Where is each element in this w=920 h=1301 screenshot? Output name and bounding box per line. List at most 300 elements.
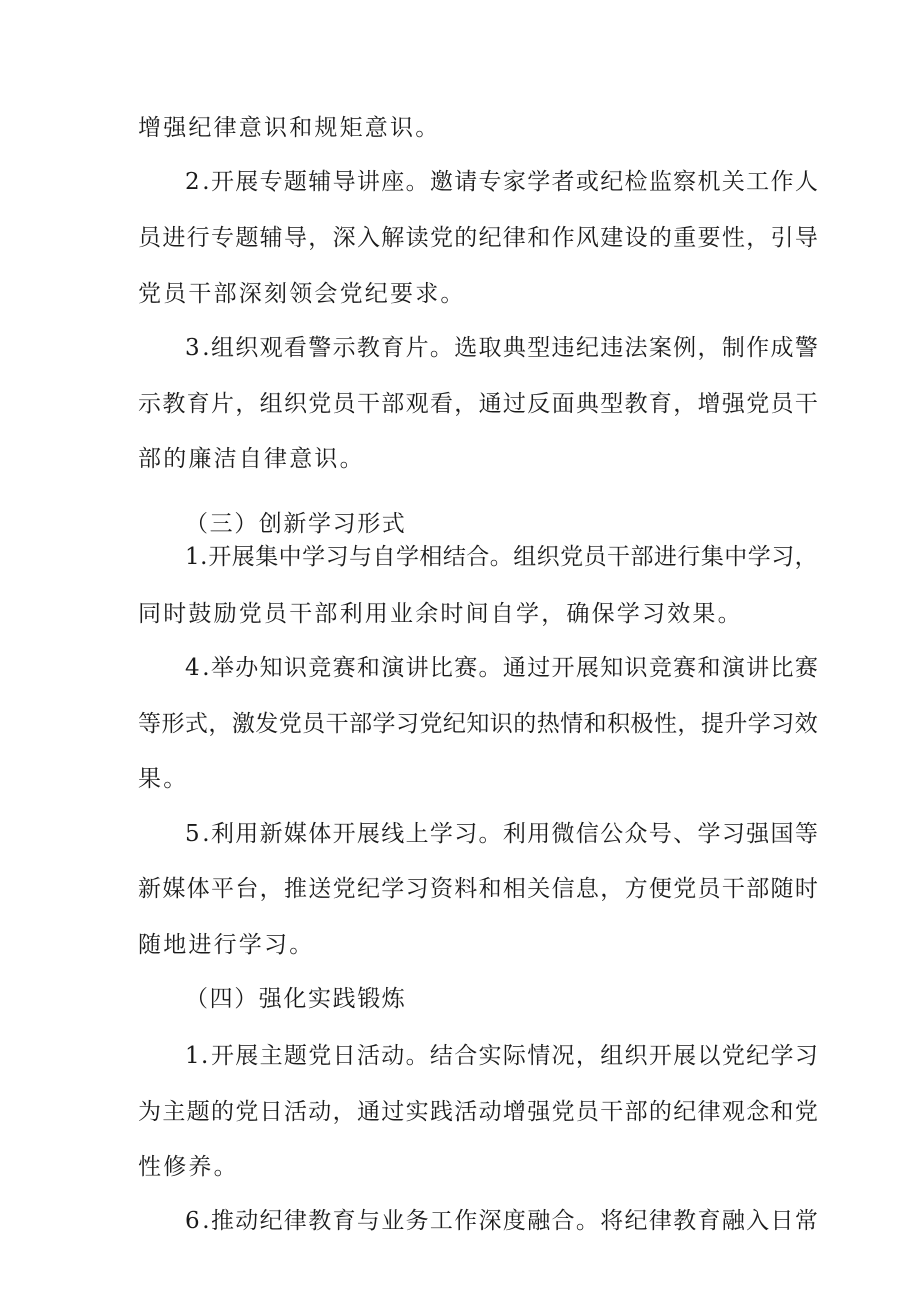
line-char: 员 xyxy=(138,225,161,251)
line-char: 入 xyxy=(746,1208,770,1234)
line-char: 党 xyxy=(673,876,697,902)
line-char: 强 xyxy=(746,821,770,847)
line-char: 示 xyxy=(138,391,161,417)
line-char: 组 xyxy=(600,1043,624,1069)
line-char: 知 xyxy=(466,711,490,737)
line-char: 员 xyxy=(697,876,721,902)
line-char: 开 xyxy=(208,544,232,570)
line-char: 和 xyxy=(527,225,551,251)
line-char: 微 xyxy=(551,821,575,847)
line-char: ， xyxy=(697,335,721,361)
line-char: 识 xyxy=(624,655,648,681)
line-char: 习 xyxy=(721,821,745,847)
line-char: 的 xyxy=(648,225,672,251)
line-char: 题 xyxy=(186,1099,210,1125)
line-char: 辅 xyxy=(308,169,332,195)
line-char: 过 xyxy=(527,655,551,681)
line-char: 学 xyxy=(527,169,551,195)
line-char: 便 xyxy=(648,876,672,902)
line-char: 。 xyxy=(478,655,502,681)
line-char: 员 xyxy=(302,711,326,737)
line-char: 员 xyxy=(332,391,356,417)
line-char: 利 xyxy=(210,821,234,847)
line-char: 党 xyxy=(429,225,453,251)
line-char: 党 xyxy=(746,391,770,417)
line-char: 活 xyxy=(283,1099,307,1125)
line-char: 将 xyxy=(600,1208,624,1234)
line-char: 竞 xyxy=(648,655,672,681)
line-char: . xyxy=(202,1208,210,1234)
line-char: 增 xyxy=(502,1099,526,1125)
line-char: 学 xyxy=(747,711,771,737)
line-char: ， xyxy=(677,711,701,737)
line-char: 专 xyxy=(210,225,234,251)
line-char: 题 xyxy=(283,169,307,195)
line-char: 和 xyxy=(697,655,721,681)
line-char: 识 xyxy=(283,655,307,681)
line-char: 学 xyxy=(381,876,405,902)
line-char: 解 xyxy=(381,225,405,251)
line-char: 识 xyxy=(489,711,513,737)
line-char: 学 xyxy=(770,1043,794,1069)
line-char: 信 xyxy=(551,876,575,902)
line-char: 律 xyxy=(648,1208,672,1234)
line-char: 观 xyxy=(721,1099,745,1125)
line-char: 教 xyxy=(673,1208,697,1234)
line-char: 典 xyxy=(575,391,599,417)
line-char: 合 xyxy=(454,1043,478,1069)
line-char: 关 xyxy=(721,169,745,195)
line-char: 党 xyxy=(278,711,302,737)
line-char: 片 xyxy=(405,335,429,361)
line-char: 动 xyxy=(235,1208,259,1234)
line-char: 新 xyxy=(259,821,283,847)
line-char: 家 xyxy=(502,169,526,195)
line-char: 。 xyxy=(405,169,429,195)
line-char: 习 xyxy=(454,821,478,847)
line-char: 日 xyxy=(332,1043,356,1069)
paragraph-line: 党员干部深刻领会党纪要求。 xyxy=(138,281,466,307)
line-char: 学 xyxy=(302,544,326,570)
line-char: 上 xyxy=(405,821,429,847)
line-char: 警 xyxy=(794,335,818,361)
line-char: 活 xyxy=(356,1043,380,1069)
line-char: 教 xyxy=(308,1208,332,1234)
paragraph-line: 性修养。 xyxy=(138,1154,239,1180)
line-char: 践 xyxy=(429,1099,453,1125)
line-char: ， xyxy=(235,391,259,417)
line-char: 。 xyxy=(478,821,502,847)
line-char: 检 xyxy=(624,169,648,195)
line-char: 提 xyxy=(700,711,724,737)
line-char: 织 xyxy=(235,335,259,361)
line-char: 面 xyxy=(551,391,575,417)
line-char: 行 xyxy=(186,225,210,251)
line-char: 讲 xyxy=(356,169,380,195)
line-char: 媒 xyxy=(283,821,307,847)
line-char: 育 xyxy=(186,391,210,417)
line-char: 例 xyxy=(673,335,697,361)
line-char: 员 xyxy=(575,1099,599,1125)
line-char: 看 xyxy=(429,391,453,417)
line-char: 者 xyxy=(551,169,575,195)
line-char: 动 xyxy=(478,1099,502,1125)
line-char: 平 xyxy=(210,876,234,902)
line-char: 办 xyxy=(235,655,259,681)
line-char: 中 xyxy=(724,544,748,570)
line-char: 党 xyxy=(560,544,584,570)
line-char: 、 xyxy=(673,821,697,847)
line-char: 织 xyxy=(536,544,560,570)
line-char: 集 xyxy=(255,544,279,570)
line-char: 习 xyxy=(771,711,795,737)
line-char: 员 xyxy=(770,391,794,417)
line-char: 纪 xyxy=(746,1043,770,1069)
line-char: 体 xyxy=(186,876,210,902)
line-char: 律 xyxy=(283,1208,307,1234)
line-char: 过 xyxy=(502,391,526,417)
line-char: 活 xyxy=(454,1099,478,1125)
line-char: . xyxy=(202,335,210,361)
line-char: 人 xyxy=(794,169,818,195)
line-char: ， xyxy=(575,1043,599,1069)
paragraph-line xyxy=(185,333,818,363)
line-char: 型 xyxy=(600,391,624,417)
line-char: 知 xyxy=(600,655,624,681)
line-char: 型 xyxy=(527,335,551,361)
line-char: 导 xyxy=(283,225,307,251)
paragraph-line: 增强纪律意识和规矩意识。 xyxy=(138,115,441,141)
line-char: 主 xyxy=(259,1043,283,1069)
line-char: 读 xyxy=(405,225,429,251)
line-char: ， xyxy=(308,225,332,251)
line-char: 演 xyxy=(381,655,405,681)
line-char: 利 xyxy=(502,821,526,847)
line-char: 习 xyxy=(395,711,419,737)
line-char: 讲 xyxy=(746,655,770,681)
line-char: 题 xyxy=(283,1043,307,1069)
line-char: 时 xyxy=(794,876,818,902)
line-char: 3 xyxy=(185,335,200,361)
line-char: 度 xyxy=(502,1208,526,1234)
line-char: 。 xyxy=(575,1208,599,1234)
line-char: 教 xyxy=(356,335,380,361)
line-char: 4 xyxy=(185,655,200,681)
paragraph-line xyxy=(185,1206,818,1236)
line-char: 集 xyxy=(700,544,724,570)
line-char: 务 xyxy=(405,1208,429,1234)
line-char: 工 xyxy=(429,1208,453,1234)
line-char: 号 xyxy=(648,821,672,847)
line-char: 违 xyxy=(600,335,624,361)
line-char: 增 xyxy=(697,391,721,417)
line-char: 设 xyxy=(624,225,648,251)
line-char: 动 xyxy=(308,1099,332,1125)
line-char: 织 xyxy=(624,1043,648,1069)
line-char: 开 xyxy=(648,1043,672,1069)
line-char: 等 xyxy=(794,821,818,847)
line-char: 发 xyxy=(255,711,279,737)
line-char: 片 xyxy=(210,391,234,417)
line-char: 新 xyxy=(138,876,161,902)
line-char: ， xyxy=(600,876,624,902)
line-char: 展 xyxy=(575,655,599,681)
line-char: 律 xyxy=(502,225,526,251)
line-char: 观 xyxy=(259,335,283,361)
line-char: 以 xyxy=(697,1043,721,1069)
line-char: 送 xyxy=(308,876,332,902)
line-char: 强 xyxy=(527,1099,551,1125)
line-char: 织 xyxy=(283,391,307,417)
line-char: 法 xyxy=(624,335,648,361)
line-char: 监 xyxy=(648,169,672,195)
line-char: 党 xyxy=(794,1099,818,1125)
line-char: 党 xyxy=(419,711,443,737)
paragraph-line: 随地进行学习。 xyxy=(138,932,315,958)
line-char: 赛 xyxy=(454,655,478,681)
line-char: 积 xyxy=(607,711,631,737)
line-char: 况 xyxy=(551,1043,575,1069)
line-char: 日 xyxy=(259,1099,283,1125)
line-char: 进 xyxy=(162,225,186,251)
line-char: 专 xyxy=(259,169,283,195)
line-char: 的 xyxy=(513,711,537,737)
line-char: 际 xyxy=(502,1043,526,1069)
line-char: 习 xyxy=(325,544,349,570)
line-char: 举 xyxy=(210,655,234,681)
line-char: 。 xyxy=(429,335,453,361)
line-char: 与 xyxy=(349,544,373,570)
line-char: 请 xyxy=(454,169,478,195)
line-char: 效 xyxy=(794,711,818,737)
line-char: 育 xyxy=(332,1208,356,1234)
line-char: . xyxy=(202,169,210,195)
line-char: 实 xyxy=(478,1043,502,1069)
line-char: 用 xyxy=(235,821,259,847)
line-char: 部 xyxy=(349,711,373,737)
line-char: 公 xyxy=(600,821,624,847)
line-char: 纪 xyxy=(478,225,502,251)
line-char: 察 xyxy=(673,169,697,195)
line-char: 成 xyxy=(770,335,794,361)
line-char: 推 xyxy=(283,876,307,902)
line-char: 纪 xyxy=(673,1099,697,1125)
paragraph-line xyxy=(138,389,818,419)
line-char: 纪 xyxy=(442,711,466,737)
line-char: 纪 xyxy=(259,1208,283,1234)
line-char: 导 xyxy=(332,169,356,195)
line-char: 与 xyxy=(356,1208,380,1234)
line-char: 比 xyxy=(429,655,453,681)
line-char: 建 xyxy=(600,225,624,251)
line-char: . xyxy=(202,821,210,847)
line-char: 育 xyxy=(648,391,672,417)
line-char: 演 xyxy=(721,655,745,681)
line-char: 深 xyxy=(478,1208,502,1234)
line-char: 党 xyxy=(551,1099,575,1125)
line-char: 组 xyxy=(210,335,234,361)
line-char: 业 xyxy=(381,1208,405,1234)
line-char: 作 xyxy=(551,225,575,251)
line-char: 主 xyxy=(162,1099,186,1125)
line-char: 实 xyxy=(405,1099,429,1125)
line-char: 融 xyxy=(527,1208,551,1234)
line-char: 结 xyxy=(442,544,466,570)
line-char: 和 xyxy=(583,711,607,737)
line-char: 邀 xyxy=(429,169,453,195)
line-char: 通 xyxy=(478,391,502,417)
line-char: 。 xyxy=(489,544,513,570)
line-char: 常 xyxy=(794,1208,818,1234)
line-char: 机 xyxy=(697,169,721,195)
line-char: 念 xyxy=(746,1099,770,1125)
line-char: 作 xyxy=(454,1208,478,1234)
line-char: 展 xyxy=(673,1043,697,1069)
line-char: 学 xyxy=(429,821,453,847)
line-char: . xyxy=(202,655,210,681)
line-char: 纪 xyxy=(624,1208,648,1234)
line-char: 干 xyxy=(356,391,380,417)
line-char: 融 xyxy=(721,1208,745,1234)
line-char: 中 xyxy=(278,544,302,570)
line-char: 用 xyxy=(527,821,551,847)
line-char: 的 xyxy=(210,1099,234,1125)
line-char: 合 xyxy=(551,1208,575,1234)
line-char: 党 xyxy=(332,876,356,902)
line-char: ， xyxy=(259,876,283,902)
line-char: 开 xyxy=(210,169,234,195)
line-char: 赛 xyxy=(332,655,356,681)
line-char: 开 xyxy=(332,821,356,847)
line-char: 员 xyxy=(583,544,607,570)
line-char: 随 xyxy=(770,876,794,902)
line-char: 导 xyxy=(794,225,818,251)
line-char: 展 xyxy=(356,821,380,847)
line-char: 资 xyxy=(429,876,453,902)
paragraph-line xyxy=(138,1097,818,1127)
line-char: 6 xyxy=(185,1208,200,1234)
line-char: 结 xyxy=(429,1043,453,1069)
line-char: 升 xyxy=(724,711,748,737)
line-char: 部 xyxy=(624,1099,648,1125)
line-char: ， xyxy=(454,391,478,417)
line-char: ， xyxy=(332,1099,356,1125)
line-char: 干 xyxy=(325,711,349,737)
line-char: 风 xyxy=(575,225,599,251)
section-heading: （三）创新学习形式 xyxy=(185,511,407,537)
line-char: 看 xyxy=(283,335,307,361)
line-char: 和 xyxy=(356,655,380,681)
line-char: 专 xyxy=(478,169,502,195)
line-char: 信 xyxy=(575,821,599,847)
line-char: 形 xyxy=(161,711,185,737)
line-char: 教 xyxy=(162,391,186,417)
line-char: 情 xyxy=(560,711,584,737)
line-char: 干 xyxy=(607,544,631,570)
line-char: 作 xyxy=(746,335,770,361)
line-char: 或 xyxy=(575,169,599,195)
line-char: 教 xyxy=(624,391,648,417)
line-char: 习 xyxy=(771,544,795,570)
paragraph-line xyxy=(185,542,818,572)
line-char: 典 xyxy=(502,335,526,361)
line-char: . xyxy=(200,544,208,570)
line-char: 育 xyxy=(697,1208,721,1234)
line-char: 5 xyxy=(185,821,200,847)
line-char: 开 xyxy=(210,1043,234,1069)
line-char: 动 xyxy=(381,1043,405,1069)
line-char: 众 xyxy=(624,821,648,847)
line-char: 赛 xyxy=(794,655,818,681)
line-char: 部 xyxy=(630,544,654,570)
line-char: 制 xyxy=(721,335,745,361)
line-char: 组 xyxy=(513,544,537,570)
line-char: 选 xyxy=(454,335,478,361)
line-char: 日 xyxy=(770,1208,794,1234)
line-char: 的 xyxy=(454,225,478,251)
line-char: 党 xyxy=(721,1043,745,1069)
line-char: 赛 xyxy=(673,655,697,681)
line-char: 纪 xyxy=(600,169,624,195)
line-char: 情 xyxy=(527,1043,551,1069)
paragraph-line xyxy=(185,1041,818,1071)
line-char: 进 xyxy=(653,544,677,570)
line-char: 学 xyxy=(395,544,419,570)
line-char: 线 xyxy=(381,821,405,847)
line-char: ， xyxy=(794,544,818,570)
line-char: 座 xyxy=(381,169,405,195)
line-char: 相 xyxy=(502,876,526,902)
line-char: 性 xyxy=(653,711,677,737)
line-char: 的 xyxy=(648,1099,672,1125)
line-char: 通 xyxy=(502,655,526,681)
paragraph-line xyxy=(138,709,818,739)
line-char: 学 xyxy=(747,544,771,570)
line-char: 案 xyxy=(648,335,672,361)
line-char: 开 xyxy=(551,655,575,681)
line-char: 知 xyxy=(259,655,283,681)
line-char: 1 xyxy=(185,1043,200,1069)
line-char: ， xyxy=(208,711,232,737)
line-char: 习 xyxy=(794,1043,818,1069)
line-char: 学 xyxy=(372,711,396,737)
line-char: ， xyxy=(673,391,697,417)
line-char: 纪 xyxy=(575,335,599,361)
line-char: 党 xyxy=(308,391,332,417)
line-char: 通 xyxy=(356,1099,380,1125)
line-char: 违 xyxy=(551,335,575,361)
line-char: 料 xyxy=(454,876,478,902)
line-char: 息 xyxy=(575,876,599,902)
line-char: 展 xyxy=(231,544,255,570)
paragraph-line xyxy=(185,167,818,197)
line-char: 热 xyxy=(536,711,560,737)
line-char: 合 xyxy=(466,544,490,570)
line-char: 观 xyxy=(405,391,429,417)
line-char: 国 xyxy=(770,821,794,847)
line-char: 工 xyxy=(746,169,770,195)
line-char: 等 xyxy=(138,711,161,737)
line-char: 党 xyxy=(235,1099,259,1125)
line-char: 和 xyxy=(478,876,502,902)
line-char: 1 xyxy=(185,544,200,570)
line-char: 自 xyxy=(372,544,396,570)
line-char: 比 xyxy=(770,655,794,681)
line-char: 辅 xyxy=(259,225,283,251)
line-char: 台 xyxy=(235,876,259,902)
line-char: 展 xyxy=(235,1043,259,1069)
line-char: 展 xyxy=(235,169,259,195)
